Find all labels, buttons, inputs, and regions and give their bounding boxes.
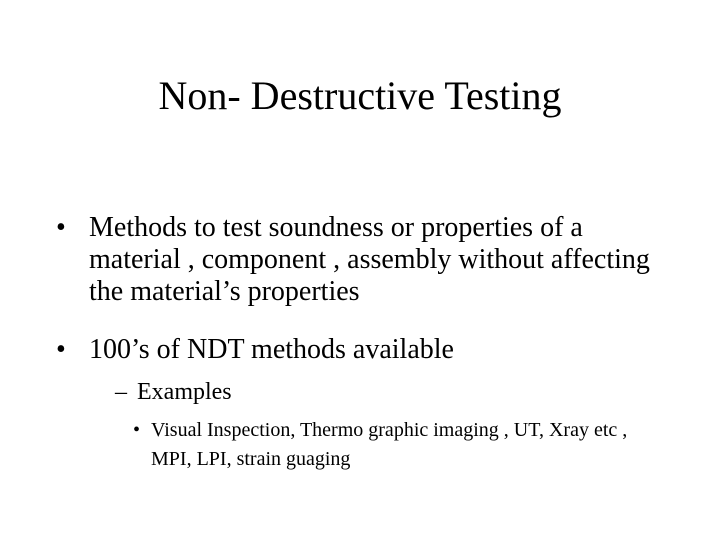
bullet-marker: • (56, 334, 66, 365)
sub-bullet-examples (115, 378, 675, 406)
sub-sub-bullet-example-list (133, 416, 653, 474)
dash-marker: – (115, 379, 127, 405)
bullet-marker: • (133, 419, 141, 441)
bullet-methods (56, 212, 676, 308)
bullet-marker: • (56, 212, 66, 243)
bullet-text: Methods to test soundness or properties of a material , component , assembly without affecting the material’s properties (89, 212, 650, 307)
slide-title: Non- Destructive Testing (158, 73, 562, 118)
bullet-text: 100’s of NDT methods available (89, 334, 454, 365)
sub-sub-bullet-text: Visual Inspection, Thermo graphic imaging , UT, Xray etc , MPI, LPI, strain guaging (151, 419, 628, 470)
sub-bullet-text: Examples (137, 379, 232, 405)
bullet-ndt-methods (56, 334, 676, 366)
